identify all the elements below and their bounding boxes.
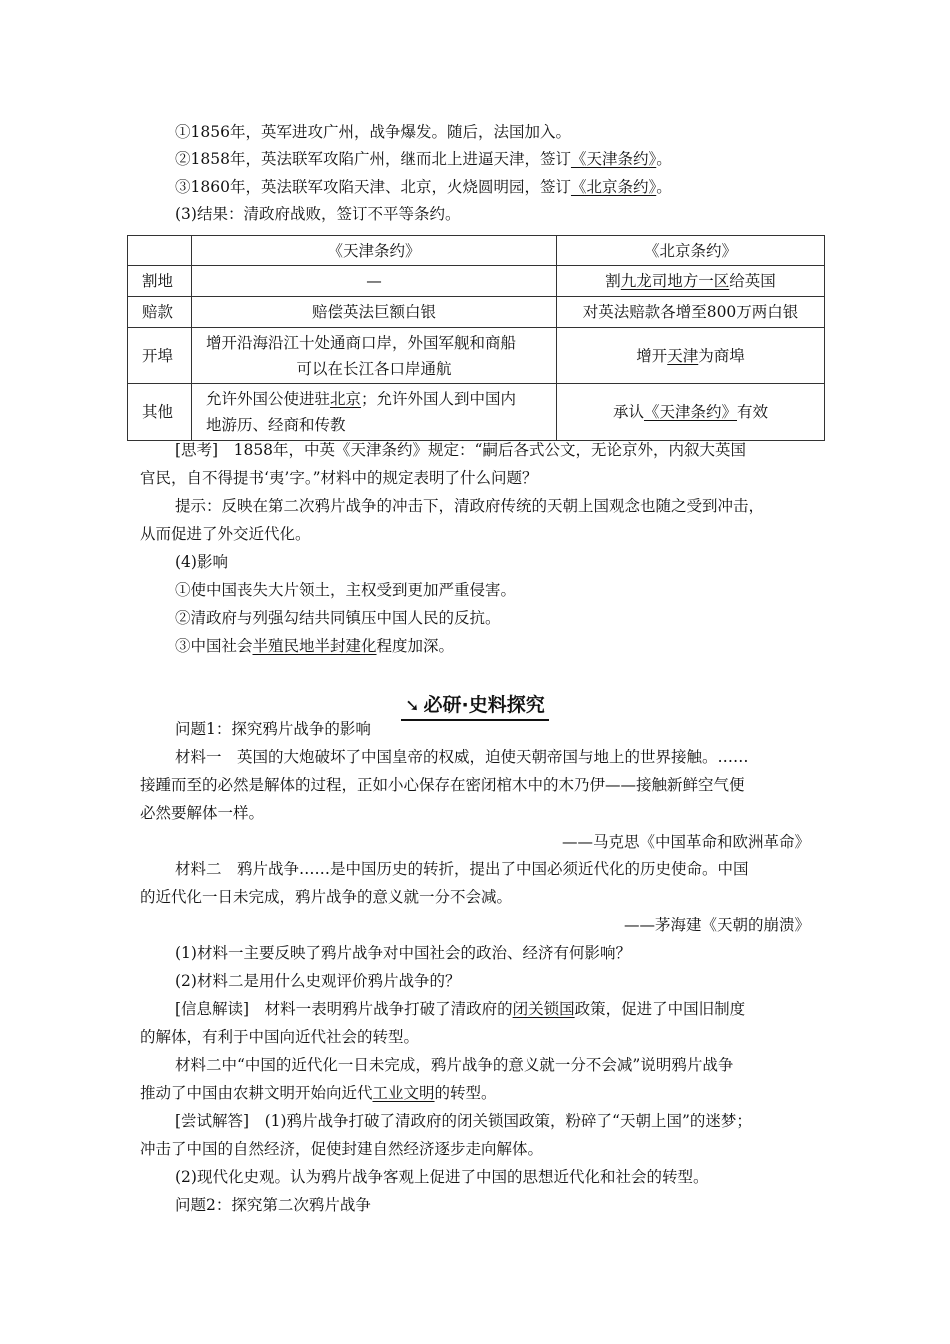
cell-tianjin-ports <box>192 328 557 384</box>
info-line-1-text: [信息解读] 材料一表明鸦片战争打破了清政府的 <box>175 1000 513 1018</box>
intro-line-2 <box>175 148 672 170</box>
info-line-3: 材料二中“中国的近代化一日未完成，鸦片战争的意义就一分不会减”说明鸦片战争 <box>175 1056 734 1074</box>
table-row <box>128 297 825 328</box>
cell-text: ；允许外国人到中国内 <box>361 390 517 408</box>
cell-text: 给英国 <box>729 272 776 290</box>
cell-tianjin-other <box>192 384 557 441</box>
impact-item-3 <box>175 635 454 657</box>
cell-underlined-text: 九龙司地方一区 <box>620 272 730 290</box>
material-2-source: ——茅海建《天朝的崩溃》 <box>623 916 810 934</box>
cell-beijing-other <box>557 384 825 441</box>
impact-item-3-end: 程度加深。 <box>376 637 455 655</box>
cell-text: 承认 <box>612 403 644 421</box>
question-2-title: 问题2：探究第二次鸦片战争 <box>175 1196 371 1214</box>
cell-beijing-cession <box>557 266 825 297</box>
think-line-1: [思考] 1858年，中英《天津条约》规定：“嗣后各式公文，无论京外，内叙大英国 <box>175 441 746 459</box>
impact-item-1: ①使中国丧失大片领土，主权受到更加严重侵害。 <box>175 581 517 599</box>
result-line: (3)结果：清政府战败，签订不平等条约。 <box>175 205 461 223</box>
cell-text: 允许外国公使进驻 <box>206 390 331 408</box>
cell-line: 可以在长江各口岸通航 <box>296 359 452 378</box>
info-line-4-text: 推动了中国由农耕文明开始向近代 <box>140 1084 373 1102</box>
info-line-1-end: 政策，促进了中国旧制度 <box>574 1000 746 1018</box>
row-label-ports: 开埠 <box>128 328 192 384</box>
intro-line-2-end: 。 <box>656 150 672 168</box>
intro-line-3-treaty: 《北京条约》 <box>570 178 657 196</box>
info-line-4 <box>140 1082 497 1104</box>
impact-item-2: ②清政府与列强勾结共同镇压中国人民的反抗。 <box>175 609 501 627</box>
intro-line-3 <box>175 176 672 198</box>
row-label-other: 其他 <box>128 384 192 441</box>
material-1-source: ——马克思《中国革命和欧洲革命》 <box>561 833 810 851</box>
intro-line-2-treaty: 《天津条约》 <box>570 150 657 168</box>
intro-line-3-end: 。 <box>656 178 672 196</box>
sub-question-2: (2)材料二是用什么史观评价鸦片战争的？ <box>175 972 461 990</box>
info-line-1 <box>175 998 745 1020</box>
intro-line-1: ①1856年，英军进攻广州，战争爆发。随后，法国加入。 <box>175 123 571 141</box>
table-header-row <box>128 236 825 266</box>
cell-line: 增开沿海沿江十处通商口岸，外国军舰和商船 <box>206 333 517 352</box>
info-line-4-underlined: 工业文明 <box>372 1084 435 1102</box>
cell-beijing-ports <box>557 328 825 384</box>
cell-text: 增开 <box>636 346 668 365</box>
material-2-line-1: 材料二 鸦片战争……是中国历史的转折，提出了中国必须近代化的历史使命。中国 <box>175 860 749 878</box>
hint-line-1: 提示：反映在第二次鸦片战争的冲击下，清政府传统的天朝上国观念也随之受到冲击， <box>175 497 765 515</box>
table-header-empty <box>128 236 192 266</box>
cell-line: 地游历、经商和传教 <box>206 416 346 434</box>
intro-line-3-text: ③1860年，英法联军攻陷天津、北京，火烧圆明园，签订 <box>175 178 571 196</box>
impact-title: (4)影响 <box>175 553 228 571</box>
section-heading-inner <box>401 690 548 721</box>
info-line-2: 的解体，有利于中国向近代社会的转型。 <box>140 1028 420 1046</box>
material-1-line-3: 必然要解体一样。 <box>140 804 265 822</box>
row-label-cession: 割地 <box>128 266 192 297</box>
cell-tianjin-indemnity: 赔偿英法巨额白银 <box>192 297 557 328</box>
impact-item-3-underlined: 半殖民地半封建化 <box>252 637 377 655</box>
table-header-beijing: 《北京条约》 <box>557 236 825 266</box>
arrow-icon: ➘ <box>405 696 420 716</box>
material-1-line-2: 接踵而至的必然是解体的过程，正如小心保存在密闭棺木中的木乃伊——接触新鲜空气便 <box>140 776 745 794</box>
section-heading <box>0 690 950 721</box>
cell-beijing-indemnity: 对英法赔款各增至800万两白银 <box>557 297 825 328</box>
table-row <box>128 266 825 297</box>
answer-line-2: 冲击了中国的自然经济，促使封建自然经济逐步走向解体。 <box>140 1140 544 1158</box>
answer-line-1: [尝试解答] (1)鸦片战争打破了清政府的闭关锁国政策，粉碎了“天朝上国”的迷梦； <box>175 1112 752 1130</box>
cell-line <box>192 386 556 412</box>
info-line-4-end: 的转型。 <box>434 1084 497 1102</box>
treaty-comparison-table <box>127 235 825 441</box>
material-2-line-2: 的近代化一日未完成，鸦片战争的意义就一分不会减。 <box>140 888 513 906</box>
think-line-2: 官民，自不得提书‘夷’字。”材料中的规定表明了什么问题？ <box>140 469 538 487</box>
cell-tianjin-cession: — <box>192 266 557 297</box>
question-1-title: 问题1：探究鸦片战争的影响 <box>175 720 371 738</box>
cell-underlined-text: 天津 <box>667 346 699 365</box>
cell-underlined-text: 《天津条约》 <box>643 403 737 421</box>
cell-text: 为商埠 <box>698 346 745 365</box>
material-1-line-1: 材料一 英国的大炮破坏了中国皇帝的权威，迫使天朝帝国与地上的世界接触。…… <box>175 748 749 766</box>
table-row <box>128 328 825 384</box>
sub-question-1: (1)材料一主要反映了鸦片战争对中国社会的政治、经济有何影响？ <box>175 944 631 962</box>
row-label-indemnity: 赔款 <box>128 297 192 328</box>
table-row <box>128 384 825 441</box>
table-header-tianjin: 《天津条约》 <box>192 236 557 266</box>
info-line-1-underlined: 闭关锁国 <box>512 1000 575 1018</box>
cell-text: 有效 <box>737 403 769 421</box>
hint-line-2: 从而促进了外交近代化。 <box>140 525 311 543</box>
cell-text: 割 <box>605 272 621 290</box>
answer-line-3: (2)现代化史观。认为鸦片战争客观上促进了中国的思想近代化和社会的转型。 <box>175 1168 709 1186</box>
section-title: 必研·史料探究 <box>423 694 545 716</box>
intro-line-2-text: ②1858年，英法联军攻陷广州，继而北上进逼天津，签订 <box>175 150 571 168</box>
cell-underlined-text: 北京 <box>330 390 362 408</box>
impact-item-3-text: ③中国社会 <box>175 637 253 655</box>
